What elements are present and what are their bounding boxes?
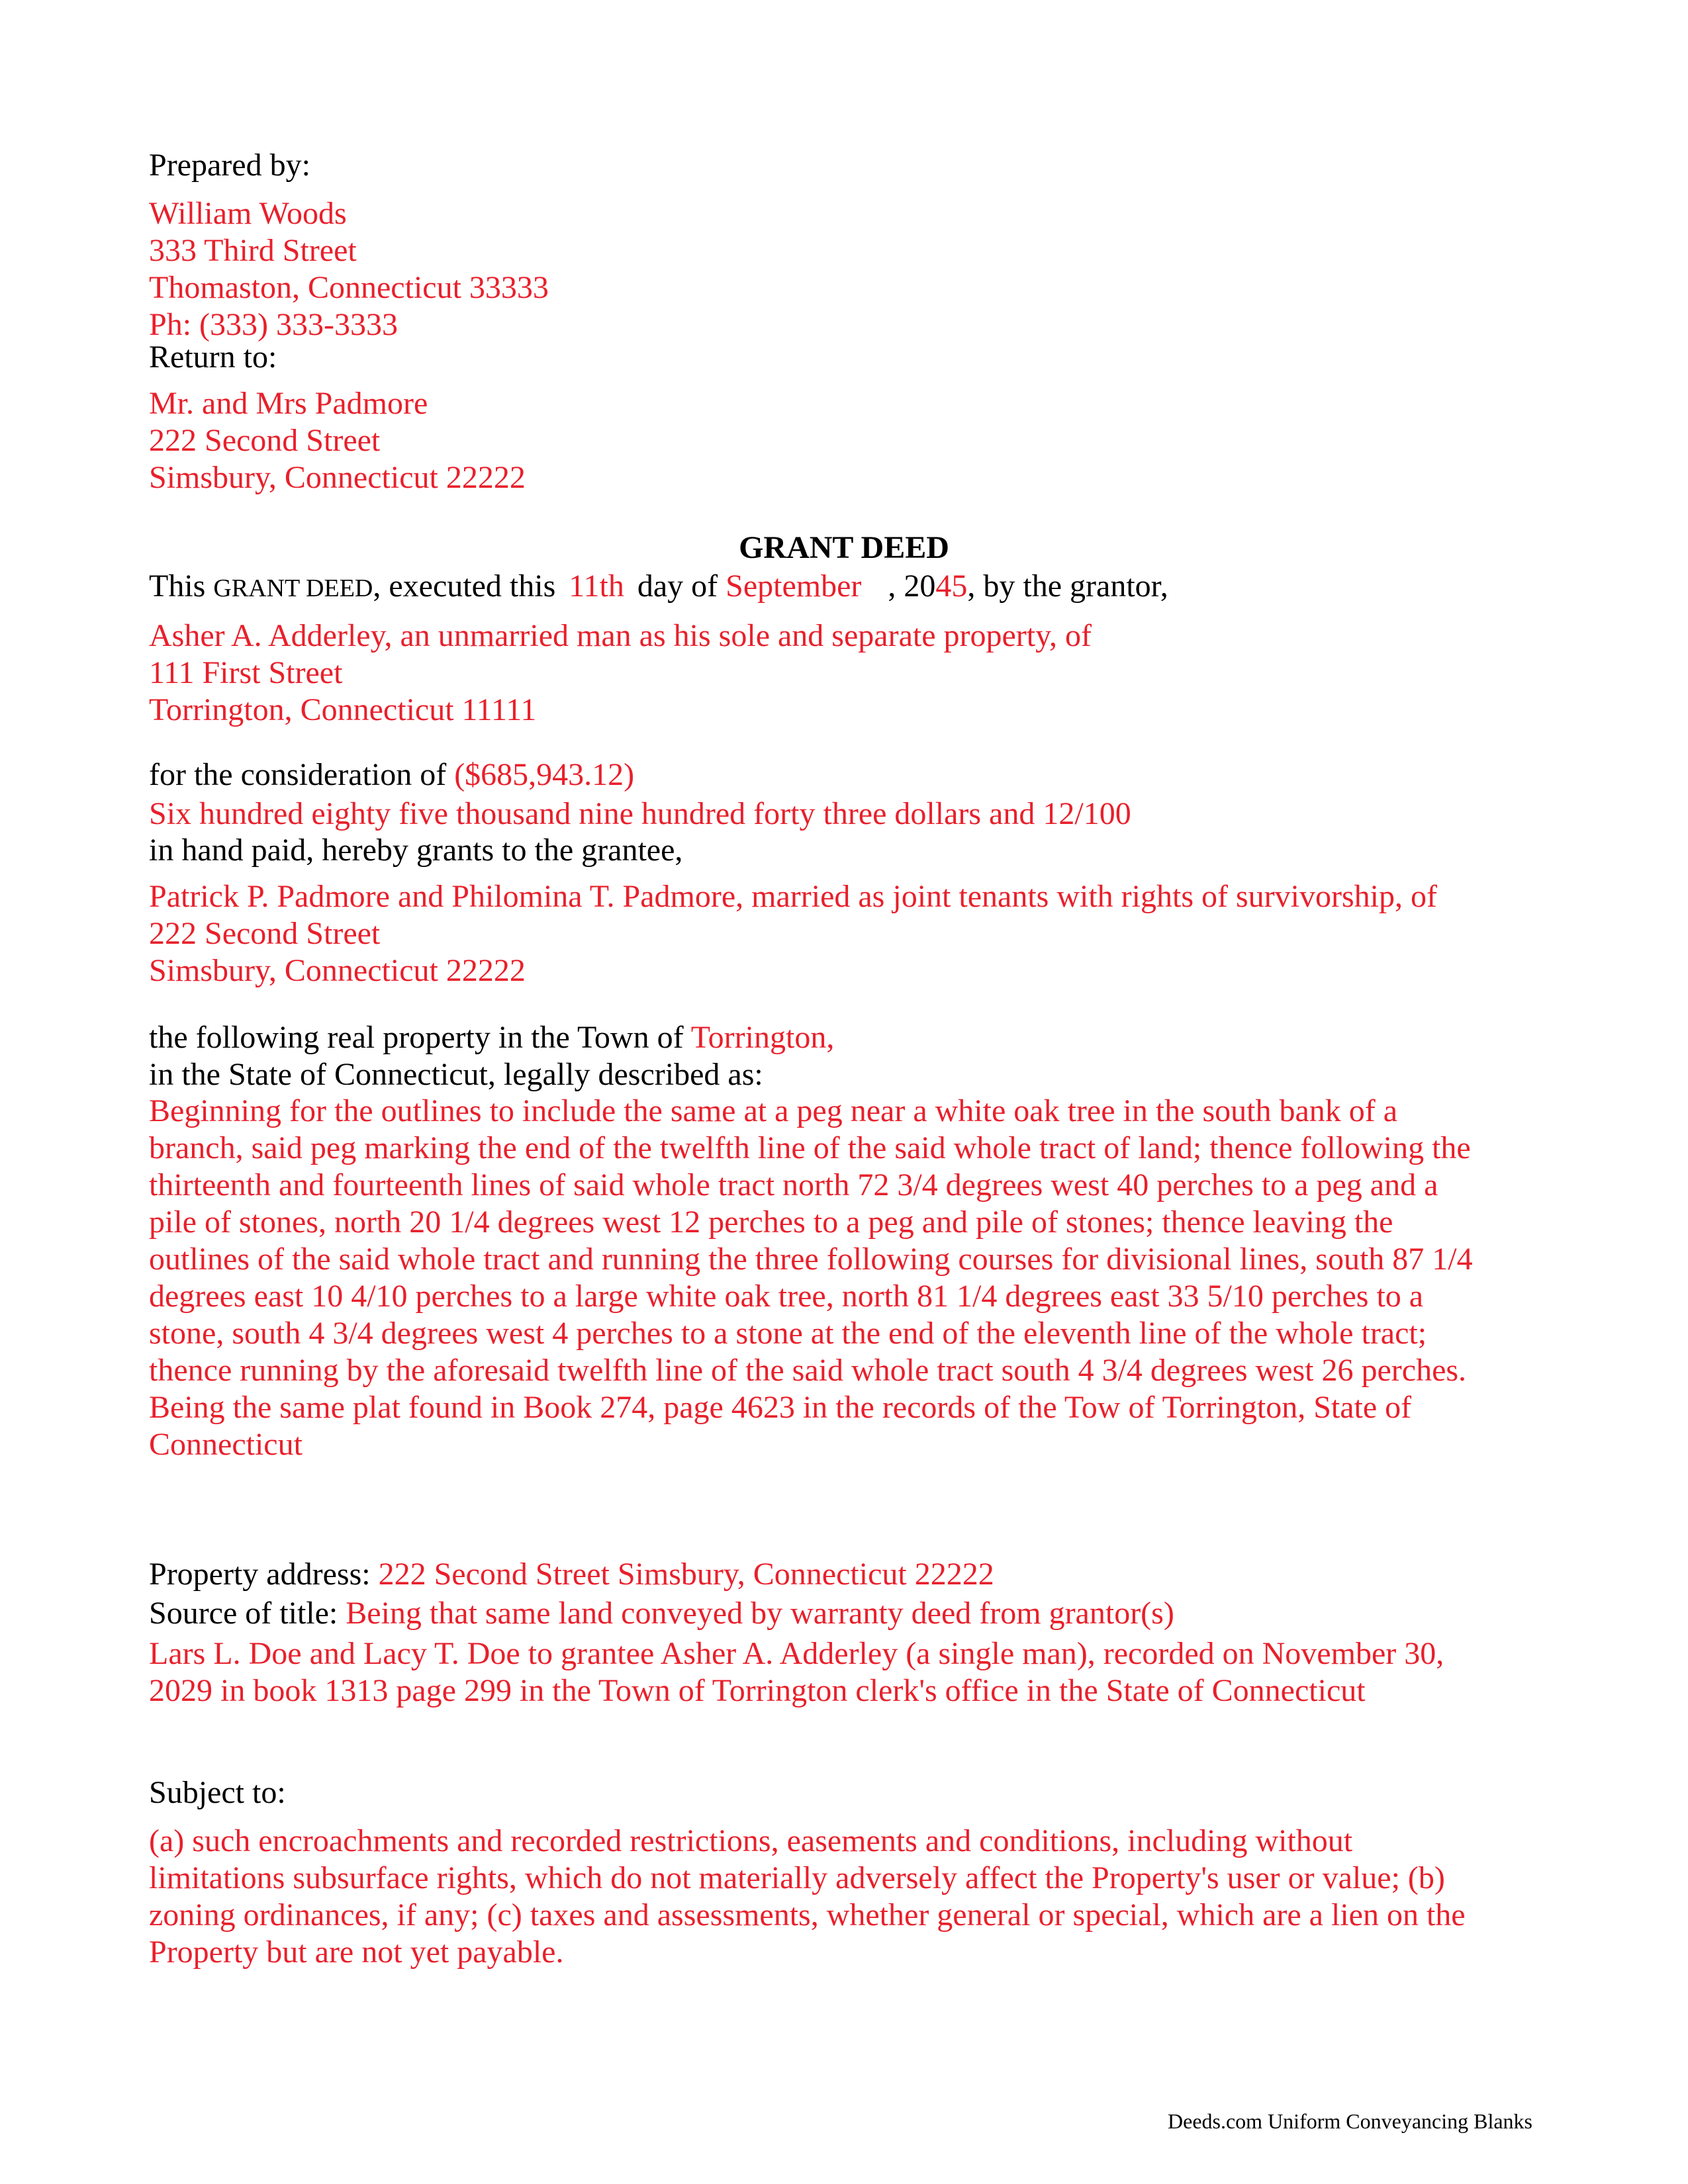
property-address-line	[149, 1556, 1552, 1593]
preparer-address	[149, 195, 1552, 343]
grantee-block	[149, 878, 1552, 989]
source-label: Source of title:	[149, 1596, 338, 1631]
executed-this-text: , executed this	[373, 569, 556, 604]
legal-line: Beginning for the outlines to include the same at a peg near a white oak tree in the south bank of a	[149, 1093, 1398, 1128]
grants-line	[149, 832, 1552, 869]
return-name: Mr. and Mrs Padmore	[149, 386, 428, 421]
property-address-value: 222 Second Street Simsbury, Connecticut 22222	[378, 1557, 994, 1592]
day-number: 11th	[569, 569, 624, 604]
prepared-by-section	[149, 147, 1552, 184]
source-of-title-line	[149, 1595, 1552, 1632]
return-to-label: Return to:	[149, 340, 277, 375]
grantor-block	[149, 617, 1552, 729]
legal-line: stone, south 4 3/4 degrees west 4 perches to a stone at the end of the eleventh line of the whole tract;	[149, 1316, 1427, 1351]
preparer-street: 333 Third Street	[149, 233, 357, 268]
state-text: in the State of Connecticut, legally described as:	[149, 1057, 763, 1092]
legal-line: Being the same plat found in Book 274, page 4623 in the records of the Tow of Torrington, State of	[149, 1390, 1412, 1425]
footer-brand: Deeds.com Uniform Conveyancing Blanks	[1168, 2109, 1532, 2133]
grantee-line-1: Patrick P. Padmore and Philomina T. Padmore, married as joint tenants with rights of survivorship, of	[149, 879, 1437, 914]
grantee-line-3: Simsbury, Connecticut 22222	[149, 953, 526, 988]
legal-line: outlines of the said whole tract and running the three following courses for divisional lines, south 87 1/4	[149, 1242, 1473, 1277]
by-grantor-text: , by the grantor,	[967, 569, 1168, 604]
legal-line: degrees east 10 4/10 perches to a large white oak tree, north 81 1/4 degrees east 33 5/10 perches to a	[149, 1279, 1424, 1314]
subject-to-label: Subject to:	[149, 1775, 286, 1810]
this-text: This	[149, 569, 206, 604]
legal-line: branch, said peg marking the end of the twelfth line of the said whole tract of land; thence following the	[149, 1130, 1471, 1165]
town-name: Torrington,	[690, 1020, 835, 1055]
return-city: Simsbury, Connecticut 22222	[149, 460, 526, 495]
property-address-label: Property address:	[149, 1557, 371, 1592]
source-line-1: Lars L. Doe and Lacy T. Doe to grantee Asher A. Adderley (a single man), recorded on November 30,	[149, 1636, 1444, 1671]
consideration-amount: ($685,943.12)	[454, 757, 635, 792]
consideration-label: for the consideration of	[149, 757, 447, 792]
return-street: 222 Second Street	[149, 423, 381, 458]
legal-line: thence running by the aforesaid twelfth line of the said whole tract south 4 3/4 degrees west 26 perches.	[149, 1353, 1467, 1388]
property-town-line	[149, 1019, 1552, 1056]
subject-line: zoning ordinances, if any; (c) taxes and assessments, whether general or special, which are a lien on the	[149, 1897, 1466, 1933]
day-of-text: day of	[637, 569, 718, 604]
preparer-name: William Woods	[149, 196, 347, 231]
grantee-line-2: 222 Second Street	[149, 916, 381, 951]
execution-line	[149, 568, 1552, 607]
return-to-section	[149, 339, 1552, 376]
legal-line: pile of stones, north 20 1/4 degrees west 12 perches to a peg and pile of stones; thence leaving the	[149, 1205, 1393, 1240]
month: September	[726, 569, 862, 604]
year-suffix: 45	[935, 569, 968, 604]
subject-line: Property but are not yet payable.	[149, 1934, 564, 1970]
grant-deed-smallcaps: GRANT DEED	[213, 574, 373, 602]
grantor-line-1: Asher A. Adderley, an unmarried man as his sole and separate property, of	[149, 618, 1092, 653]
subject-to-section	[149, 1774, 1552, 1811]
consideration-words-line	[149, 796, 1552, 833]
return-address	[149, 385, 1552, 496]
consideration-line	[149, 756, 1552, 794]
legal-line: thirteenth and fourteenth lines of said whole tract north 72 3/4 degrees west 40 perches to a peg and a	[149, 1167, 1438, 1203]
subject-line: limitations subsurface rights, which do not materially adversely affect the Property's user or value; (b)	[149, 1860, 1445, 1895]
preparer-phone: Ph: (333) 333-3333	[149, 307, 398, 342]
consideration-words: Six hundred eighty five thousand nine hundred forty three dollars and 12/100	[149, 796, 1131, 831]
legal-line: Connecticut	[149, 1427, 303, 1462]
grants-text: in hand paid, hereby grants to the grantee,	[149, 833, 683, 868]
town-label: the following real property in the Town of	[149, 1020, 684, 1055]
prepared-by-label: Prepared by:	[149, 148, 310, 183]
preparer-city: Thomaston, Connecticut 33333	[149, 270, 549, 305]
source-line-2: 2029 in book 1313 page 299 in the Town of Torrington clerk's office in the State of Connecticut	[149, 1673, 1366, 1708]
legal-description	[149, 1093, 1552, 1463]
source-value: Being that same land conveyed by warranty deed from grantor(s)	[346, 1596, 1174, 1631]
document-title: GRANT DEED	[739, 530, 949, 565]
grantor-line-3: Torrington, Connecticut 11111	[149, 692, 537, 727]
year-prefix: , 20	[888, 569, 936, 604]
grantor-line-2: 111 First Street	[149, 655, 343, 690]
subject-to-terms	[149, 1823, 1552, 1971]
state-line	[149, 1056, 1552, 1093]
source-detail	[149, 1635, 1552, 1709]
subject-line: (a) such encroachments and recorded restrictions, easements and conditions, including without	[149, 1823, 1353, 1858]
